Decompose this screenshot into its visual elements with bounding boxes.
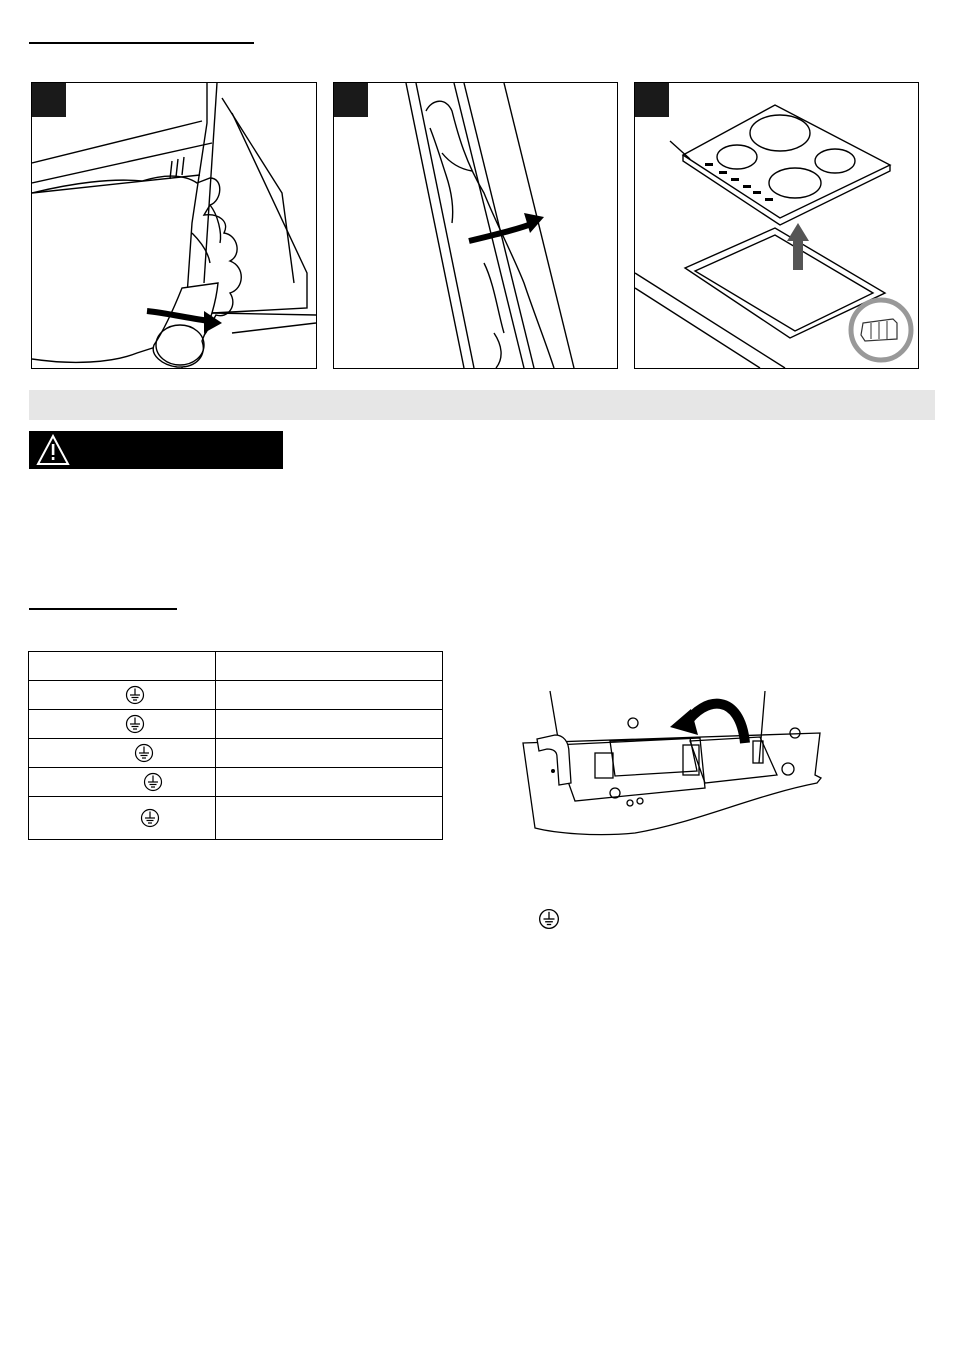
warning-triangle-icon [33,431,73,469]
terminal-block-diagram [515,683,835,843]
warning-label [29,431,283,469]
table-cell [216,710,443,739]
step-3-panel [634,82,919,369]
table-header-cell [216,652,443,681]
table-cell [29,739,216,768]
earth-ground-icon [134,743,154,763]
table-row [29,768,443,797]
table-cell [29,710,216,739]
table-row [29,681,443,710]
table-row [29,739,443,768]
table-cell [216,768,443,797]
section-heading-underline [29,42,254,44]
step-2-panel [333,82,618,369]
table-header-row [29,652,443,681]
table-row [29,710,443,739]
gloves-icon [851,300,911,360]
table-cell [216,681,443,710]
table-row [29,797,443,840]
table-cell [29,681,216,710]
table-cell [29,768,216,797]
earth-ground-icon [140,808,160,828]
step-1-panel [31,82,317,369]
earth-ground-icon [538,908,560,930]
section-banner [29,390,935,420]
screwdriver-illustration [32,83,316,368]
table-cell [216,797,443,840]
connection-heading-underline [29,608,177,610]
earth-connection-table [28,651,443,840]
bracket-illustration [334,83,617,368]
earth-ground-icon [143,772,163,792]
table-cell [216,739,443,768]
table-header-cell [29,652,216,681]
table-cell [29,797,216,840]
earth-ground-icon [125,685,145,705]
earth-ground-icon [125,714,145,734]
hob-lift-illustration [635,83,918,368]
